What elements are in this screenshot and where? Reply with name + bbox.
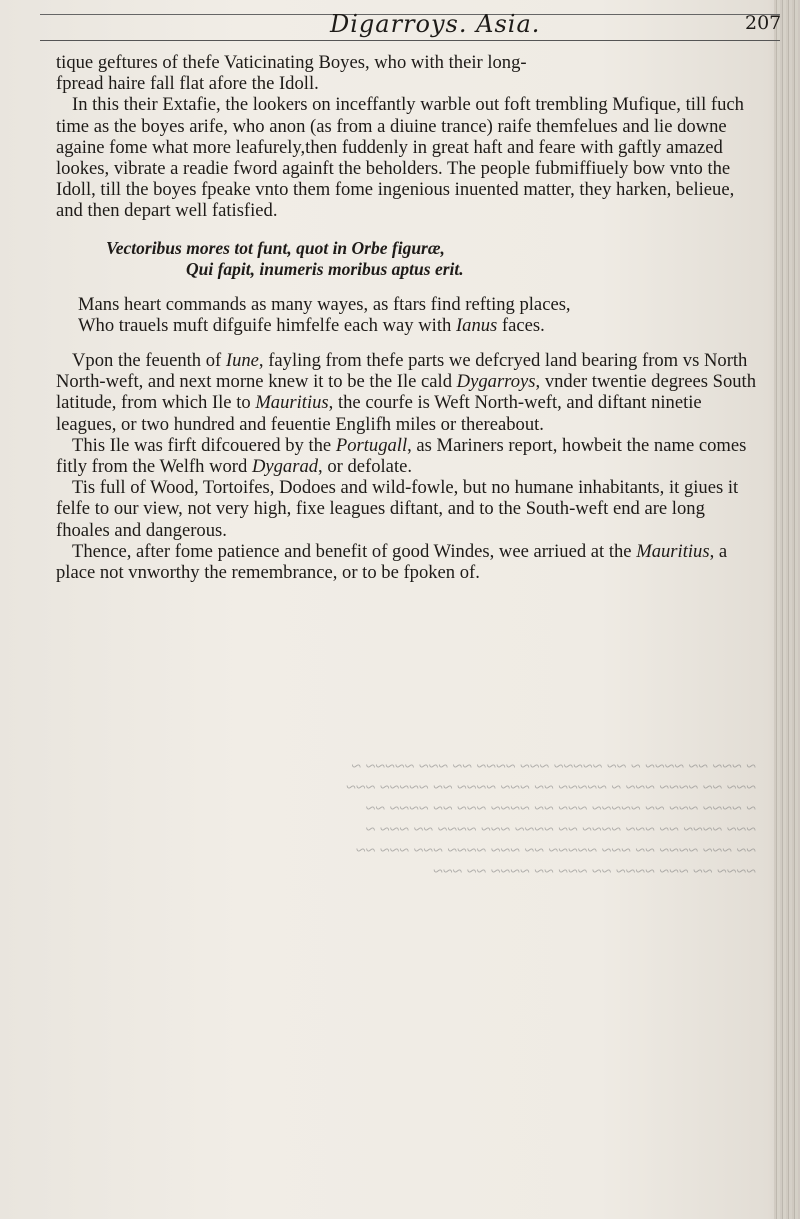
page-binding-edge [774,0,800,1219]
p4-portugall: Portugall [335,434,408,456]
show-through-texture: ~ ~~~ ~~ ~~~~ ~ ~~ ~~~~~ ~~~ ~~~~ ~~ ~~~ ~~~~~ ~ ~~~ ~~ ~~~~ ~~~ ~ ~~~~~ ~~ ~~~ ~~~~ ~~ ~~~~~ ~~~ ~ ~~~~ ~~~ ~~ ~~~~~ ~~~ ~~ ~~~~ ~~~ ~~ ~~~~ ~~ ~~~ ~~~~ ~~ ~~~ ~~~~ ~~ ~~~~ ~~~ ~~~~ ~~ ~~~ ~ ~~ ~~~ ~~~~ ~~ ~~~ ~~~~~ ~~ ~~~ ~~~~ ~~~ ~~~ ~~ ~~~~ ~~ ~~~ ~~~~ ~~ ~~~ ~~ ~~~~ ~~ ~~~ [346,756,756,881]
paragraph-3 [56,350,756,435]
p3-part-a: Vpon the feuenth of [72,350,226,372]
paragraph-6 [56,541,756,583]
p6-mauritius: Mauritius [636,540,710,562]
paragraph-2: In this their Extafie, the lookers on inceffantly warble out foft trembling Mufique, till fuch time as the boyes arife, who anon (as from a diuine trance) raife themfelues and lie downe againe fome what more leafurely,then fuddenly in great haft and feare with gaftly amazed lookes, vibrate a readie fword againft the beholders. The people fubmiffiuely bow vnto the Idoll, till the boyes fpeake vnto them fome ingenious inuented matter, they harken, belieue, and then depart well fatisfied. [56,94,744,222]
page-number: 207 [745,12,782,34]
verse-line-1: Vectoribus mores tot funt, quot in Orbe figuræ, [106,237,445,258]
p3-part-d: , the courfe is Weft North-weft, and diftant ninetie leagues, or two hundred and feuentie Englifh miles or thereabout. [56,392,702,435]
couplet-line-2a: Who trauels muft difguife himfelfe each way with [78,314,456,336]
spacer [56,336,756,350]
paragraph-4 [56,435,756,477]
p6-part-a: Thence, after fome patience and benefit of good Windes, wee arriued at the [72,540,637,562]
p4-part-c: , or defolate. [318,456,413,478]
p4-part-a: This Ile was firft difcouered by the [72,434,336,456]
verse-line-2: Qui fapit, inumeris moribus aptus erit. [186,258,464,279]
p3-part-b: , fayling from thefe parts we defcryed land bearing from vs North North-weft, and next morne knew it to be the Ile cald [56,350,748,393]
p4-dygarad: Dygarad [251,456,319,478]
paragraph-5: Tis full of Wood, Tortoifes, Dodoes and wild-fowle, but no humane inhabitants, it giues it felfe to our view, not very high, fixe leagues diftant, and to the South-weft end are long fhoales and dangerous. [56,477,739,541]
p4-part-b: , as Mariners report, howbeit the name comes fitly from the Welfh word [56,434,747,478]
p3-mauritius: Mauritius [255,392,329,414]
running-head: Digarroys. Asia. [330,10,541,38]
couplet-line-1: Mans heart commands as many wayes, as ftars find refting places, [78,293,571,315]
p3-dygarroys: Dygarroys [456,371,536,393]
p6-part-b: , a place not vnworthy the remembrance, or to be fpoken of. [56,540,728,584]
english-couplet [56,294,756,336]
p3-june: Iune [225,350,259,372]
body-text [56,52,756,583]
p1-line-1: tique geftures of thefe Vaticinating Boyes, who with their long- [56,52,527,73]
p3-part-c: , vnder twentie degrees South latitude, from which Ile to [56,371,756,414]
paragraph-1 [56,52,756,94]
p1-line-2: fpread haire fall flat afore the Idoll. [56,73,319,95]
couplet-line-2-italic: Ianus [455,314,498,336]
header-rule [40,40,780,41]
couplet-line-2b: faces. [497,314,545,336]
latin-verse [56,238,756,280]
